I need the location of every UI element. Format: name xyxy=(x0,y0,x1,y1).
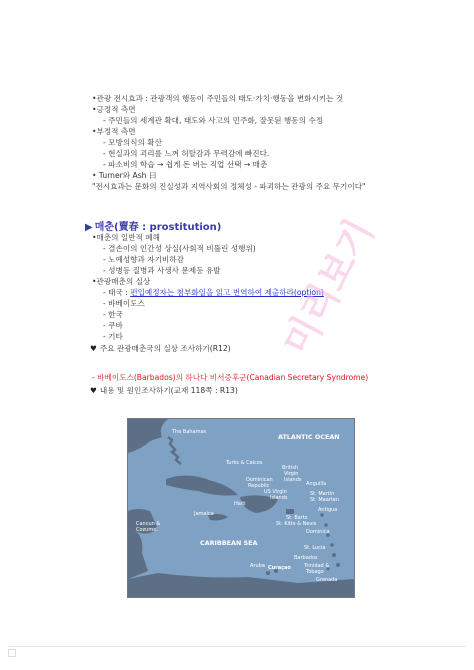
place-label: Dominica xyxy=(306,529,330,535)
text-line: - 기타 xyxy=(103,332,123,341)
island-dot xyxy=(266,571,270,575)
place-label: Tobago xyxy=(306,569,324,575)
text-line: - 성병등 질병과 사생사 문제등 유발 xyxy=(103,266,221,275)
place-label: US Virgin xyxy=(264,489,287,495)
text-line: •매춘의 일반적 폐해 xyxy=(92,233,160,242)
text-line: •긍정적 측면 xyxy=(92,105,136,114)
task-line xyxy=(90,343,231,354)
place-label: Trinidad & xyxy=(304,563,330,569)
text-line: - 모방의식의 확산 xyxy=(103,138,162,147)
place-label: The Bahamas xyxy=(172,429,207,435)
section-heading-text: 매춘(賣春 : prostitution) xyxy=(94,222,222,233)
island-dot xyxy=(324,523,328,527)
section-heading xyxy=(85,218,221,233)
place-label: St. Lucia xyxy=(304,545,326,551)
assignment-link[interactable]: 편입예정자는 첨부화일을 읽고 번역하여 제출하라(option) xyxy=(130,288,324,297)
task-text: 주요 관광매춘국의 실상 조사하기(R12) xyxy=(99,344,231,353)
place-label: Anguilla xyxy=(306,481,327,487)
place-label: St. Kitts & Nevis xyxy=(276,521,317,527)
place-label: Cozumel xyxy=(136,527,158,533)
place-label: Virgin xyxy=(284,471,299,477)
triangle-icon: ▶ xyxy=(85,222,93,233)
text-line: - 파소비의 학습 → 쉽게 돈 버는 직업 선택 → 매춘 xyxy=(103,160,268,169)
text-line: - 주민들의 세계관 확대, 태도와 사고의 민주화, 잘못된 행동의 수정 xyxy=(103,116,324,125)
place-label: St. Maarten xyxy=(310,497,340,503)
thai-prefix: - 태국 : xyxy=(103,288,131,297)
text-line: •부정적 측면 xyxy=(92,127,136,136)
text-line: - 쿠바 xyxy=(103,321,123,330)
barbados-line xyxy=(92,372,368,383)
barbados-syndrome: 하나다 비서증후군(Canadian Secretary Syndrome) xyxy=(185,373,369,382)
island-dot xyxy=(332,553,336,557)
footer-marker xyxy=(8,649,16,657)
place-label: Haiti xyxy=(234,501,246,507)
place-label: Jamaica xyxy=(194,511,214,517)
place-label: Curaçao xyxy=(268,565,291,571)
place-label: Dominican xyxy=(246,477,273,483)
watermark-text: 미리보기 xyxy=(274,211,383,363)
task-line xyxy=(90,385,238,396)
place-label: Antigua xyxy=(318,507,338,513)
island-dot xyxy=(320,513,324,517)
text-line: • Turner와 Ash 曰 xyxy=(92,171,157,180)
task-text: 내용 및 원인조사하기(교재 118쪽 : R13) xyxy=(99,386,238,395)
caribbean-map xyxy=(127,418,355,598)
sea-label: CARIBBEAN SEA xyxy=(200,539,258,547)
place-label: British xyxy=(282,465,298,471)
place-label: Islands xyxy=(284,477,302,483)
place-label: Turks & Caicos xyxy=(226,460,263,466)
place-label: Islands xyxy=(270,495,288,501)
thai-line xyxy=(103,287,324,298)
place-label: Republic xyxy=(248,483,270,489)
text-line: •관광매춘의 실상 xyxy=(92,277,151,286)
text-line: - 노예성향과 자기비하감 xyxy=(103,255,184,264)
place-label: Cancun & xyxy=(136,521,161,527)
land-puerto-rico xyxy=(286,509,294,514)
text-line: - 현실과의 괴리를 느껴 허탈감과 무력감에 빠진다. xyxy=(103,149,270,158)
island-dot xyxy=(336,563,340,567)
footer-divider xyxy=(8,646,466,647)
heart-icon: ♥ xyxy=(90,344,97,353)
text-line: •관광 전시효과 : 관광객의 행동이 주민들의 태도·가치·행동을 변화시키는 것 xyxy=(92,94,344,103)
place-label: St. Barts xyxy=(286,515,308,521)
place-label: Barbados xyxy=(294,555,318,561)
place-label: Aruba xyxy=(250,563,265,569)
text-line: - 결손이의 인간성 상실(사회적 비뚤린 성행위) xyxy=(103,244,256,253)
map-graphic xyxy=(128,419,354,597)
ocean-label: ATLANTIC OCEAN xyxy=(278,433,340,441)
place-label: Grenada xyxy=(316,577,338,583)
barbados-prefix: - 바베이도스(Barbados)의 xyxy=(92,373,186,382)
text-line: - 바베이도스 xyxy=(103,299,145,308)
text-line: - 한국 xyxy=(103,310,123,319)
island-dot xyxy=(330,543,334,547)
place-label: St. Martin xyxy=(310,491,335,497)
heart-icon: ♥ xyxy=(90,386,97,395)
text-line: "전시효과는 문화의 진실성과 지역사회의 정체성 - 파괴하는 관광의 주요 무기이다" xyxy=(92,182,366,191)
